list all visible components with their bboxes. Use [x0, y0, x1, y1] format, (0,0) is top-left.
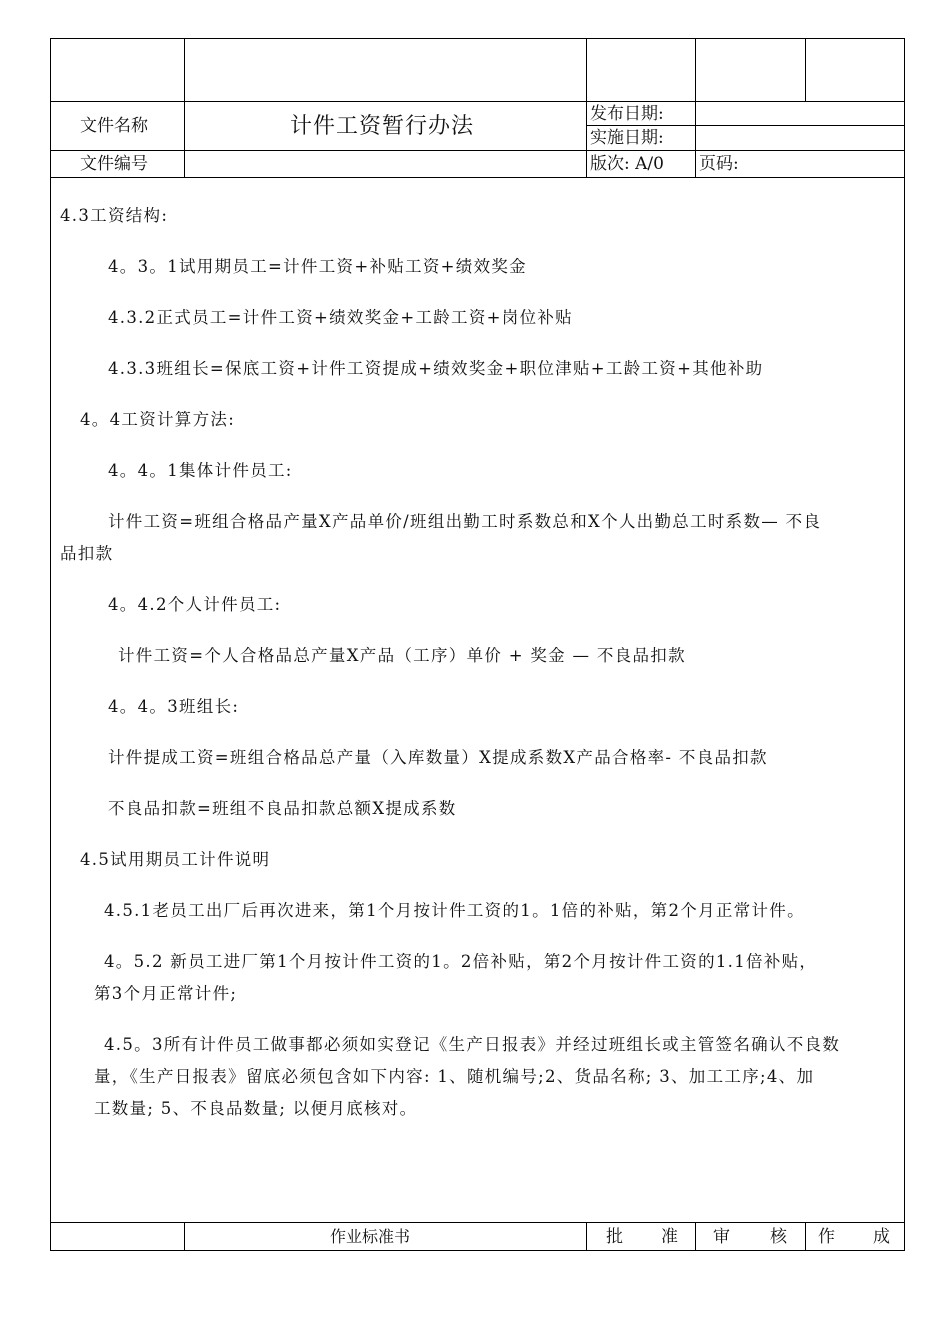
grid-line — [50, 1222, 905, 1223]
doc-number-label: 文件编号 — [80, 154, 148, 174]
grid-line — [695, 38, 696, 178]
formula: 计件工资=班组合格品产量X产品单价/班组出勤工时系数总和X个人出勤总工时系数— 不良 — [108, 512, 822, 531]
paragraph: 量，《生产日报表》留底必须包含如下内容: 1、随机编号;2、货品名称; 3、加工工序;4、加 — [94, 1067, 815, 1086]
grid-line — [50, 101, 905, 102]
paragraph: 第3个月正常计件; — [94, 984, 238, 1003]
release-date-label: 发布日期: — [590, 104, 664, 124]
author-label — [818, 1229, 890, 1246]
review-label — [713, 1229, 787, 1246]
paragraph: 4.5.1老员工出厂后再次进来，第1个月按计件工资的1。1倍的补贴，第2个月正常计件。 — [104, 901, 805, 920]
paragraph: 工数量; 5、不良品数量; 以便月底核对。 — [94, 1099, 418, 1118]
paragraph: 4.3.3班组长=保底工资+计件工资提成+绩效奖金+职位津贴+工龄工资+其他补助 — [108, 359, 764, 378]
formula: 计件工资=个人合格品总产量X产品（工序）单价 + 奖金 — 不良品扣款 — [118, 646, 686, 665]
grid-line — [50, 150, 905, 151]
version-label: 版次: A/0 — [590, 154, 664, 174]
approve-label — [606, 1229, 678, 1246]
paragraph: 4。3。1试用期员工=计件工资+补贴工资+绩效奖金 — [108, 257, 527, 276]
section-heading: 4.3工资结构: — [60, 206, 169, 225]
formula: 计件提成工资=班组合格品总产量（入库数量）X提成系数X产品合格率- 不良品扣款 — [108, 748, 768, 767]
grid-line — [805, 1222, 806, 1251]
paragraph: 4.5。3所有计件员工做事都必须如实登记《生产日报表》并经过班组长或主管签名确认不良数 — [104, 1035, 841, 1054]
doc-name-label: 文件名称 — [80, 116, 148, 136]
paragraph: 4。4.2个人计件员工: — [108, 595, 282, 614]
section-heading: 4.5试用期员工计件说明 — [80, 850, 271, 869]
grid-line — [184, 38, 185, 178]
review-char: 核 — [770, 1227, 787, 1247]
grid-line — [805, 38, 806, 102]
formula: 不良品扣款=班组不良品扣款总额X提成系数 — [108, 799, 457, 818]
grid-line — [50, 177, 905, 178]
author-char: 成 — [873, 1227, 890, 1247]
grid-line — [586, 1222, 587, 1251]
grid-line — [586, 38, 587, 178]
page-label: 页码: — [699, 154, 739, 174]
approve-char: 批 — [606, 1227, 623, 1247]
paragraph: 4。5.2 新员工进厂第1个月按计件工资的1。2倍补贴，第2个月按计件工资的1.1倍补贴， — [104, 952, 818, 971]
effective-date-label: 实施日期: — [590, 128, 664, 148]
formula: 品扣款 — [60, 544, 114, 563]
doc-title: 计件工资暂行办法 — [290, 114, 475, 139]
approve-char: 准 — [661, 1227, 678, 1247]
paragraph: 4.3.2正式员工=计件工资+绩效奖金+工龄工资+岗位补贴 — [108, 308, 573, 327]
grid-line — [586, 125, 905, 126]
review-char: 审 — [713, 1227, 730, 1247]
paragraph: 4。4。3班组长: — [108, 697, 240, 716]
grid-line — [695, 1222, 696, 1251]
grid-line — [184, 1222, 185, 1251]
paragraph: 4。4。1集体计件员工: — [108, 461, 293, 480]
section-heading: 4。4工资计算方法: — [80, 410, 236, 429]
doc-type-label: 作业标准书 — [330, 1227, 411, 1246]
author-char: 作 — [818, 1227, 835, 1247]
